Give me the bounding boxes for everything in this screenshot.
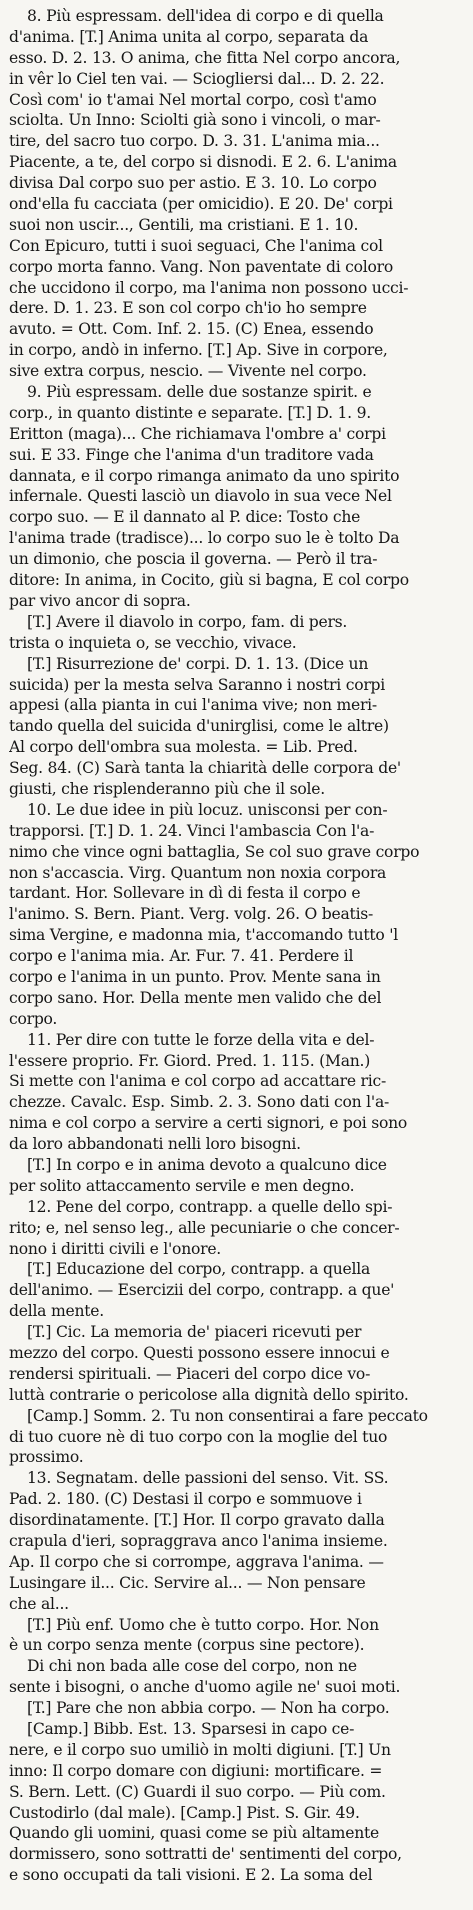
text-line: Quando gli uomini, quasi come se più altamente: [9, 1824, 379, 1843]
text-line: tire, del sacro tuo corpo. D. 3. 31. L'anima mia...: [9, 132, 380, 151]
text-line: [T.] Cic. La memoria de' piaceri ricevuti per: [27, 1323, 362, 1342]
text-line: Ap. Il corpo che si corrompe, aggrava l'anima. —: [9, 1552, 384, 1571]
text-line: rendersi spirituali. — Piaceri del corpo dice vo-: [9, 1364, 371, 1383]
text-line: in vêr lo Ciel ten vai. — Sciogliersi dal... D. 2. 22.: [9, 69, 385, 88]
text-line: suoi non uscir..., Gentili, ma cristiani. E 1. 10.: [9, 215, 359, 234]
text-line: sui. E 33. Finge che l'anima d'un traditore vada: [9, 445, 374, 464]
text-line: Pad. 2. 180. (C) Destasi il corpo e sommuove i: [9, 1490, 362, 1509]
text-line: nono i diritti civili e l'onore.: [9, 1239, 222, 1258]
text-line: 8. Più espressam. dell'idea di corpo e di quella: [27, 7, 384, 25]
text-line: rito; e, nel senso leg., alle pecuniarie o che concer-: [9, 1218, 400, 1237]
text-line: avuto. = Ott. Com. Inf. 2. 15. (C) Enea, essendo: [9, 320, 374, 339]
text-line: Piacente, a te, del corpo si disnodi. E 2. 6. L'anima: [9, 153, 397, 172]
text-line: sente i bisogni, o anche d'uomo agile ne' suoi moti.: [9, 1678, 401, 1697]
text-line: sima Vergine, e madonna mia, t'accomando tutto 'l: [9, 926, 399, 945]
text-line: dannata, e il corpo rimanga animato da uno spirito: [9, 466, 400, 485]
text-line: corpo e l'anima mia. Ar. Fur. 7. 41. Perdere il: [9, 947, 354, 966]
text-line: [Camp.] Bibb. Est. 13. Sparsesi in capo ce-: [27, 1720, 355, 1739]
text-line: corpo suo. — E il dannato al P. dice: Tosto che: [9, 508, 361, 527]
text-line: e sono occupati da tali visioni. E 2. La soma del: [9, 1866, 373, 1885]
text-line: appesi (alla pianta in cui l'anima vive; non meri-: [9, 696, 377, 715]
text-line: l'animo. S. Bern. Piant. Verg. volg. 26. O beatis-: [9, 905, 374, 924]
text-line: dormissero, sono sottratti de' sentimenti del corpo,: [9, 1845, 402, 1864]
text-line: corp., in quanto distinte e separate. [T.] D. 1. 9.: [9, 403, 371, 422]
text-line: per solito attaccamento servile e men degno.: [9, 1176, 355, 1195]
text-line: che al...: [9, 1594, 69, 1613]
text-line: 11. Per dire con tutte le forze della vita e del-: [27, 1030, 375, 1049]
text-line: [T.] Risurrezione de' corpi. D. 1. 13. (Dice un: [27, 654, 369, 673]
text-line: 12. Pene del corpo, contrapp. a quelle dello spi-: [27, 1197, 393, 1216]
text-line: corpo sano. Hor. Della mente men valido che del: [9, 988, 382, 1007]
text-line: nimo che vince ogni battaglia, Se col suo grave corpo: [9, 842, 420, 861]
text-line: tando quella del suicida d'unirglisi, come le altre): [9, 717, 389, 736]
text-line: Al corpo dell'ombra sua molesta. = Lib. Pred.: [9, 738, 358, 757]
text-line: [T.] Educazione del corpo, contrapp. a quella: [27, 1260, 371, 1279]
text-line: ditore: In anima, in Cocito, giù si bagna, E col corpo: [9, 571, 409, 590]
text-line: Con Epicuro, tutti i suoi seguaci, Che l'anima col: [9, 236, 383, 255]
text-line: dell'animo. — Esercizii del corpo, contrapp. a que': [9, 1281, 395, 1300]
text-line: trista o inquieta o, se vecchio, vivace.: [9, 633, 297, 652]
text-line: Eritton (maga)... Che richiamava l'ombre a' corpi: [9, 424, 386, 443]
text-line: da loro abbandonati nelli loro bisogni.: [9, 1135, 301, 1154]
text-line: Seg. 84. (C) Sarà tanta la chiarità delle corpora de': [9, 759, 401, 778]
text-line: sive extra corpus, nescio. — Vivente nel corpo.: [9, 362, 367, 381]
text-line: suicida) per la mesta selva Saranno i nostri corpi: [9, 675, 386, 694]
text-line: trapporsi. [T.] D. 1. 24. Vinci l'ambascia Con l'a-: [9, 821, 375, 840]
text-line: [T.] In corpo e in anima devoto a qualcuno dice: [27, 1155, 387, 1174]
text-line: corpo.: [9, 1009, 58, 1028]
text-line: l'essere proprio. Fr. Giord. Pred. 1. 115. (Man.): [9, 1051, 371, 1070]
text-line: [T.] Avere il diavolo in corpo, fam. di pers.: [27, 612, 348, 631]
text-line: chezze. Cavalc. Esp. Simb. 2. 3. Sono dati con l'a-: [9, 1093, 390, 1112]
text-line: in corpo, andò in inferno. [T.] Ap. Sive in corpore,: [9, 341, 388, 360]
text-line: Lusingare il... Cic. Servire al... — Non pensare: [9, 1573, 366, 1592]
text-line: 9. Più espressam. delle due sostanze spirit. e: [27, 383, 372, 402]
text-line: non s'accascia. Virg. Quantum non noxia corpora: [9, 863, 387, 882]
text-line: d'anima. [T.] Anima unita al corpo, separata da: [9, 27, 369, 46]
text-line: 10. Le due idee in più locuz. unisconsi per con-: [27, 800, 388, 819]
text-line: infernale. Questi lasciò un diavolo in sua vece Nel: [9, 487, 392, 506]
text-line: ond'ella fu cacciata (per omicidio). E 20. De' corpi: [9, 195, 393, 214]
text-line: prossimo.: [9, 1448, 84, 1467]
text-line: sciolta. Un Inno: Sciolti già sono i vincoli, o mar-: [9, 111, 381, 130]
text-line: nere, e il corpo suo umiliò in molti digiuni. [T.] Un: [9, 1740, 391, 1759]
text-line: l'anima trade (tradisce)... lo corpo suo le è tolto Da: [9, 529, 400, 548]
text-line: giusti, che risplenderanno più che il sole.: [9, 779, 325, 798]
text-line: corpo morta fanno. Vang. Non paventate di coloro: [9, 257, 393, 276]
text-line: corpo e l'anima in un punto. Prov. Mente sana in: [9, 967, 381, 986]
text-line: mezzo del corpo. Questi possono essere innocui e: [9, 1344, 390, 1362]
text-line: Così com' io t'amai Nel mortal corpo, così t'amo: [9, 90, 377, 109]
text-line: è un corpo senza mente (corpus sine pectore).: [9, 1636, 365, 1655]
text-line: [T.] Più enf. Uomo che è tutto corpo. Hor. Non: [27, 1615, 379, 1634]
text-line: divisa Dal corpo suo per astio. E 3. 10. Lo corpo: [9, 174, 377, 193]
text-line: esso. D. 2. 13. O anima, che fitta Nel corpo ancora,: [9, 48, 401, 67]
text-line: par vivo ancor di sopra.: [9, 591, 191, 610]
text-line: dere. D. 1. 23. E son col corpo ch'io ho sempre: [9, 299, 367, 318]
text-line: della mente.: [9, 1302, 104, 1321]
text-line: di tuo cuore nè di tuo corpo con la moglie del tuo: [9, 1427, 388, 1446]
text-line: inno: Il corpo domare con digiuni: mortificare. =: [9, 1761, 383, 1780]
text-line: [Camp.] Somm. 2. Tu non consentirai a fare peccato: [27, 1406, 428, 1425]
text-line: Si mette con l'anima e col corpo ad accattare ric-: [9, 1072, 386, 1091]
text-line: Di chi non bada alle cose del corpo, non ne: [27, 1657, 357, 1676]
text-line: crapula d'ieri, sopraggrava anco l'anima insieme.: [9, 1532, 388, 1551]
text-line: 13. Segnatam. delle passioni del senso. Vit. SS.: [27, 1469, 389, 1488]
text-line: luttà contrarie o pericolose alla dignità dello spirito.: [9, 1385, 409, 1404]
text-line: S. Bern. Lett. (C) Guardi il suo corpo. — Più com.: [9, 1782, 386, 1801]
text-line: Custodirlo (dal male). [Camp.] Pist. S. Gir. 49.: [9, 1803, 360, 1822]
text-line: tardant. Hor. Sollevare in dì di festa il corpo e: [9, 884, 361, 903]
text-line: un dimonio, che poscia il governa. — Però il tra-: [9, 550, 378, 569]
text-line: che uccidono il corpo, ma l'anima non possono ucci-: [9, 278, 409, 297]
text-line: [T.] Pare che non abbia corpo. — Non ha corpo.: [27, 1699, 390, 1718]
text-line: disordinatamente. [T.] Hor. Il corpo gravato dalla: [9, 1511, 385, 1530]
text-line: nima e col corpo a servire a certi signori, e poi sono: [9, 1114, 408, 1133]
